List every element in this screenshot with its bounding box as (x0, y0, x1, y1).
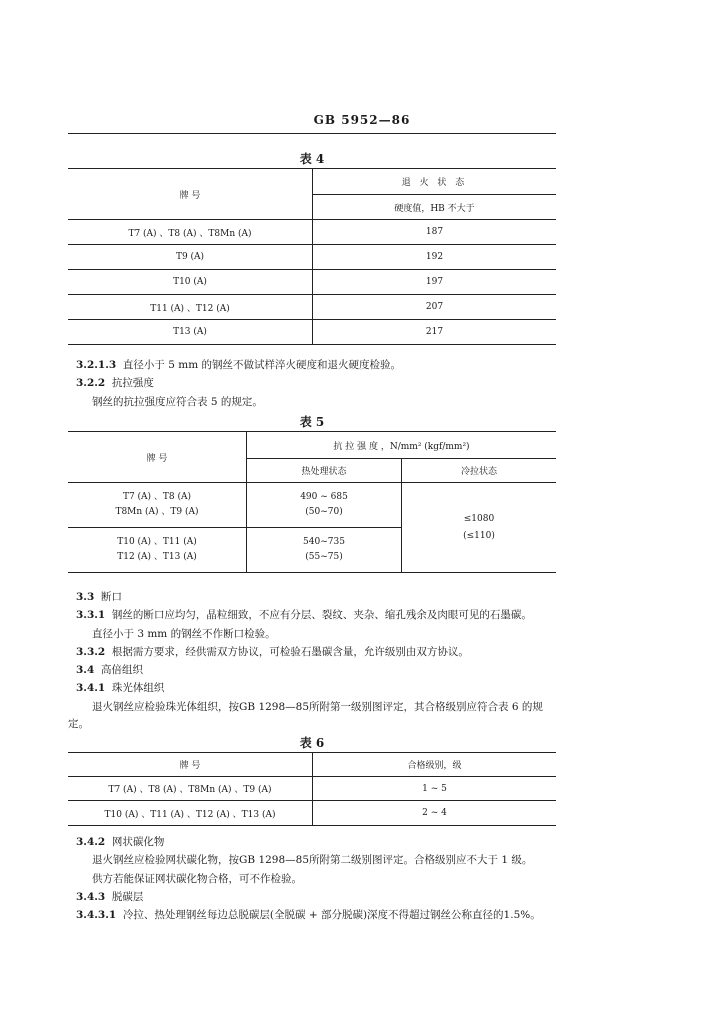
table-row (68, 777, 556, 801)
table4-value: 192 (313, 245, 557, 270)
clause-number: 3.4.3 (76, 891, 106, 903)
clause-3-4-2-body: 退火钢丝应检验网状碳化物，按GB 1298—85所附第二级别图评定。合格级别应不大于 1 级。 (92, 854, 533, 866)
clause-title: 珠光体组织 (111, 682, 165, 694)
table5-value: 490 ~ 685 (300, 492, 348, 502)
clause-3-4-2 (76, 835, 164, 849)
table6-col-level: 合格级别，级 (313, 753, 557, 777)
clause-number: 3.4.3.1 (76, 909, 117, 921)
table-row (68, 245, 556, 270)
clause-number: 3.2.1.3 (76, 359, 117, 371)
table6-grade: T7 (A) 、T8 (A) 、T8Mn (A) 、T9 (A) (68, 777, 313, 801)
clause-3-2-2-body: 钢丝的抗拉强度应符合表 5 的规定。 (92, 396, 263, 408)
table4 (68, 168, 556, 345)
table5-grade: T12 (A) 、T13 (A) (117, 552, 197, 562)
table4-grade: T7 (A) 、T8 (A) 、T8Mn (A) (68, 220, 313, 245)
table4-col-grade: 牌 号 (68, 169, 313, 220)
table4-value: 207 (313, 295, 557, 320)
table5-col-cold: 冷拉状态 (402, 459, 557, 483)
table5-col-grade: 牌 号 (68, 432, 247, 483)
clause-title: 网状碳化物 (111, 836, 165, 848)
table5-caption: 表 5 (299, 415, 325, 429)
table5-value: (≤110) (463, 530, 495, 541)
clause-3-2-1-3 (76, 358, 401, 372)
table-row (68, 270, 556, 295)
table4-value: 217 (313, 320, 557, 345)
clause-title: 高倍组织 (100, 664, 143, 676)
table5-value: (50~70) (305, 507, 343, 517)
table5-heat-value-2 (247, 528, 402, 573)
clause-text: 钢丝的断口应均匀，晶粒细致，不应有分层、裂纹、夹杂、缩孔残余及肉眼可见的石墨碳。 (111, 609, 532, 621)
clause-number: 3.3.2 (76, 646, 106, 658)
table4-grade: T13 (A) (68, 320, 313, 345)
clause-3-2-2 (76, 376, 154, 390)
clause-3-3-1 (76, 608, 532, 622)
table4-value: 197 (313, 270, 557, 295)
clause-3-4-1-body-end: 定。 (68, 718, 89, 730)
clause-number: 3.4.2 (76, 836, 106, 848)
table5-grade: T10 (A) 、T11 (A) (117, 537, 197, 547)
table5-value: ≤1080 (463, 513, 495, 524)
table-row (68, 220, 556, 245)
table5-col-heat: 热处理状态 (247, 459, 402, 483)
clause-text: 直径小于 5 mm 的钢丝不做试样淬火硬度和退火硬度检验。 (122, 359, 401, 371)
table5-value: 540~735 (303, 537, 345, 547)
table5-col-group: 抗 拉 强 度 ，N/mm² (kgf/mm²) (247, 432, 557, 459)
table4-caption: 表 4 (299, 152, 325, 166)
table-row (68, 483, 556, 528)
table-row (68, 801, 556, 826)
clause-number: 3.3.1 (76, 609, 106, 621)
document-header: GB 5952—86 (313, 113, 411, 127)
table5-grade-group-1 (68, 483, 247, 528)
table6-col-grade: 牌 号 (68, 753, 313, 777)
clause-3-4 (76, 663, 143, 677)
clause-title: 抗拉强度 (111, 377, 154, 389)
clause-3-4-1-body: 退火钢丝应检验珠光体组织，按GB 1298—85所附第一级别图评定，其合格级别应符合表 6 的规 (92, 701, 543, 713)
table4-col-group: 退 火 状 态 (313, 169, 557, 195)
table6 (68, 752, 556, 826)
table5-value: (55~75) (305, 552, 343, 562)
table5-grade: T8Mn (A) 、T9 (A) (115, 507, 199, 517)
table4-grade: T9 (A) (68, 245, 313, 270)
clause-3-3-2 (76, 645, 469, 659)
table-row (68, 320, 556, 345)
header-rule (68, 133, 556, 134)
table4-grade: T10 (A) (68, 270, 313, 295)
table5-grade: T7 (A) 、T8 (A) (122, 492, 192, 502)
table4-col-sub: 硬度值，HB 不大于 (313, 195, 557, 220)
table4-value: 187 (313, 220, 557, 245)
clause-number: 3.3 (76, 591, 95, 603)
clause-3-4-2-body-2: 供方若能保证网状碳化物合格，可不作检验。 (92, 873, 302, 885)
table5 (68, 431, 556, 573)
table4-grade: T11 (A) 、T12 (A) (68, 295, 313, 320)
table6-value: 2 ~ 4 (313, 801, 557, 826)
clause-text: 冷拉、热处理钢丝每边总脱碳层(全脱碳 + 部分脱碳)深度不得超过钢丝公称直径的1.5%。 (122, 909, 541, 921)
clause-text: 根据需方要求，经供需双方协议，可检验石墨碳含量，允许级别由双方协议。 (111, 646, 469, 658)
table-row (68, 295, 556, 320)
table5-cold-value (402, 483, 557, 573)
clause-3-4-3-1 (76, 908, 541, 922)
clause-3-4-1 (76, 681, 164, 695)
clause-number: 3.4 (76, 664, 95, 676)
clause-title: 脱碳层 (111, 891, 144, 903)
clause-3-3 (76, 590, 122, 604)
table5-heat-value-1 (247, 483, 402, 528)
clause-3-4-3 (76, 890, 143, 904)
table5-grade-group-2 (68, 528, 247, 573)
clause-number: 3.4.1 (76, 682, 106, 694)
table6-caption: 表 6 (299, 736, 325, 750)
table6-value: 1 ~ 5 (313, 777, 557, 801)
clause-number: 3.2.2 (76, 377, 106, 389)
clause-3-3-1-note: 直径小于 3 mm 的钢丝不作断口检验。 (92, 628, 276, 640)
clause-title: 断口 (100, 591, 122, 603)
table6-grade: T10 (A) 、T11 (A) 、T12 (A) 、T13 (A) (68, 801, 313, 826)
